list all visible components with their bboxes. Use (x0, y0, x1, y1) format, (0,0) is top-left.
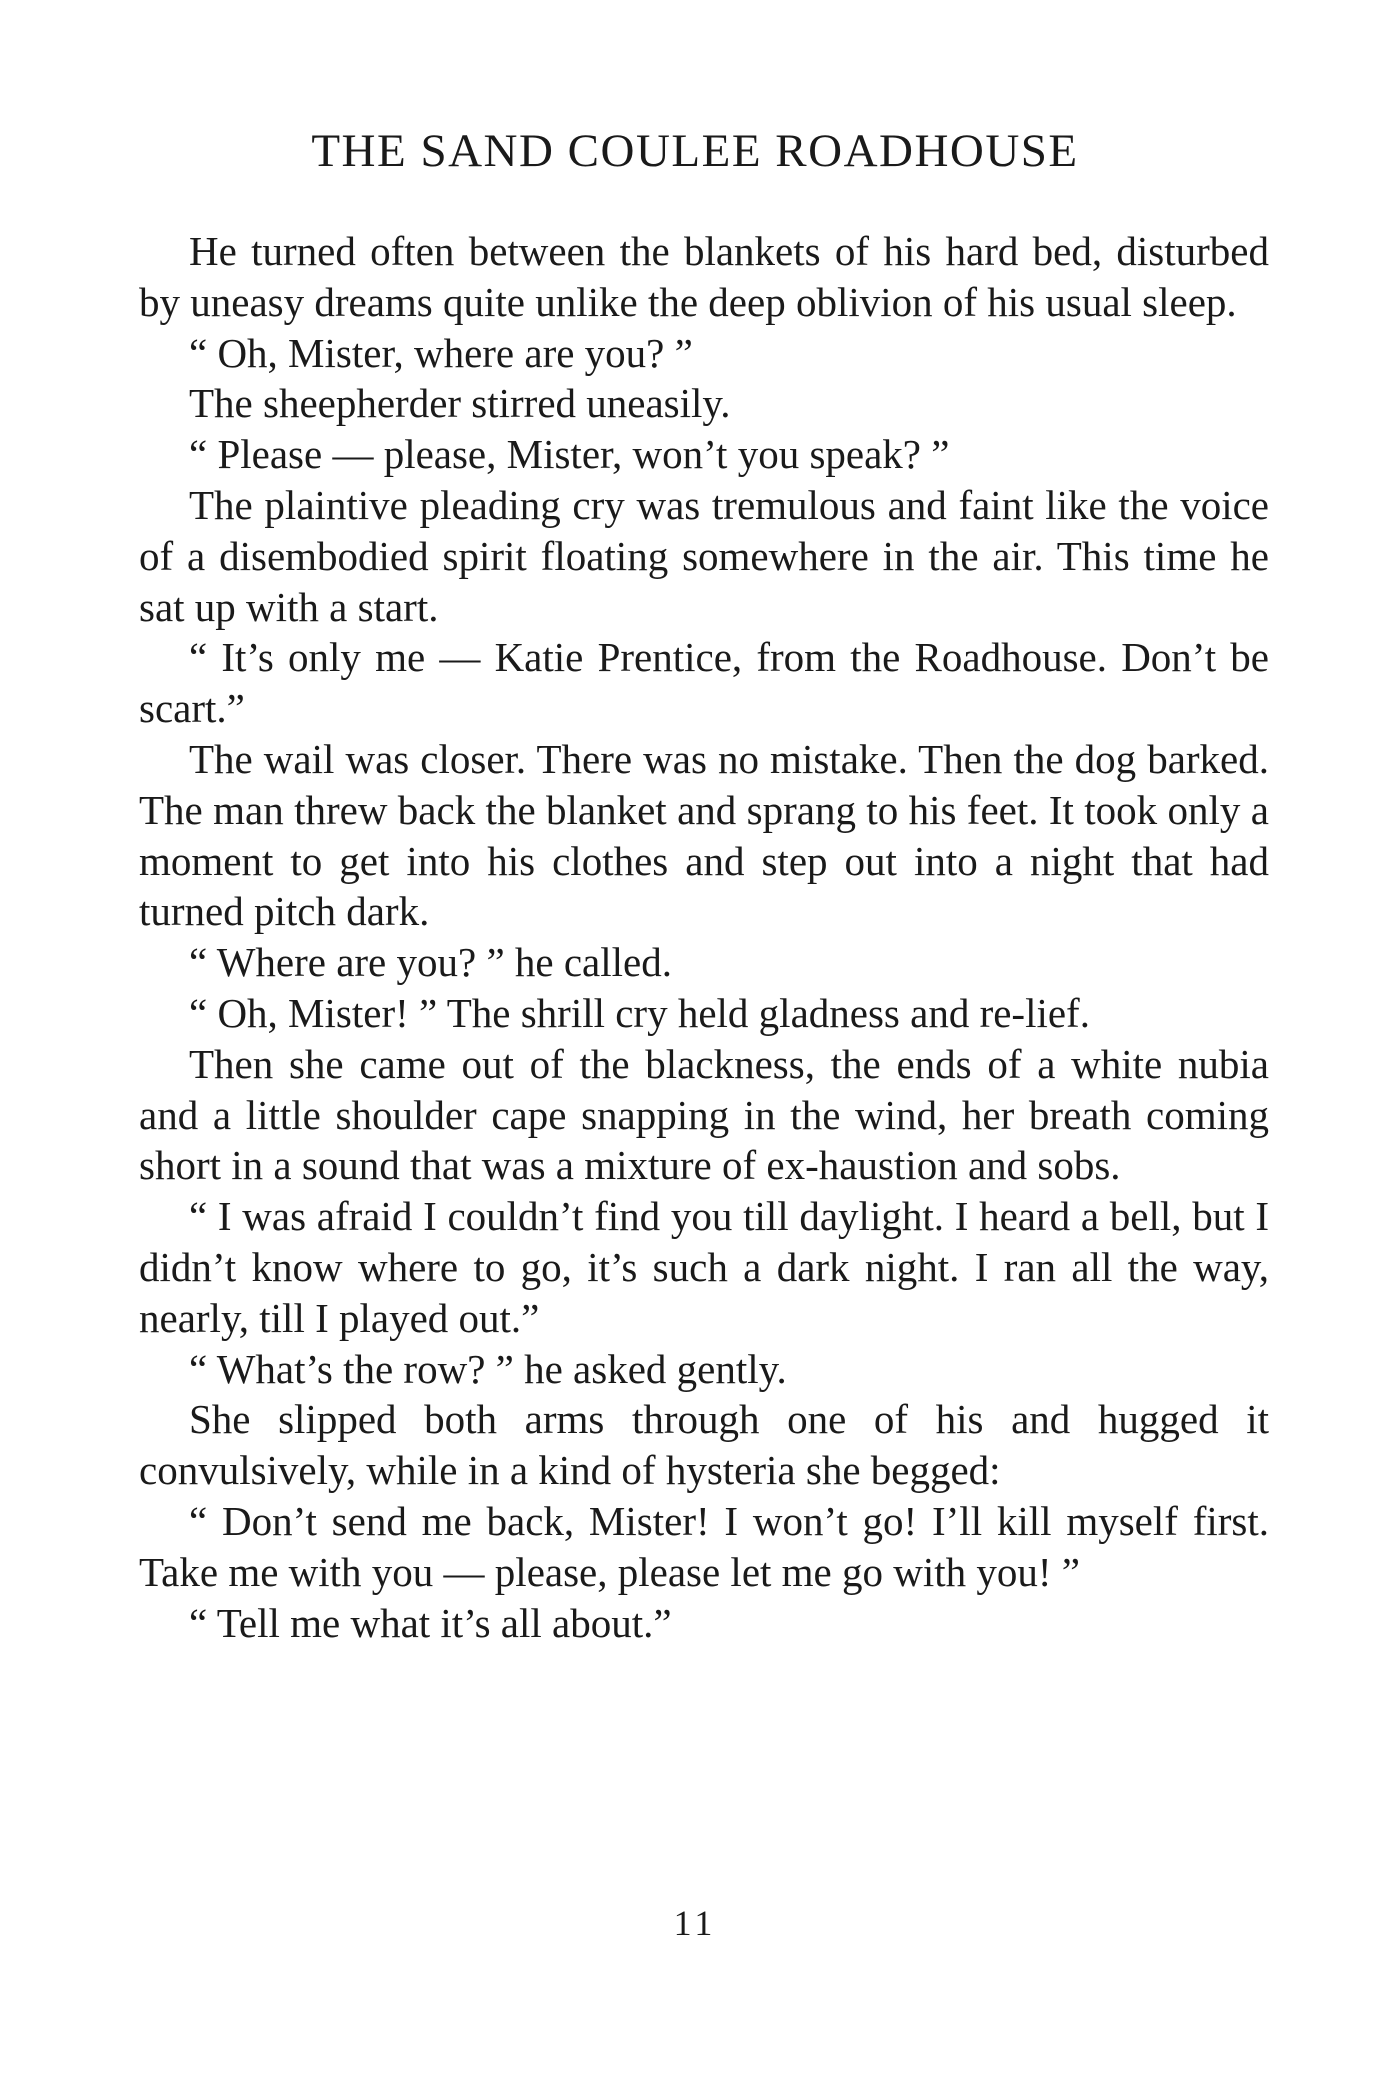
paragraph: “ Oh, Mister, where are you? ” (189, 329, 693, 376)
paragraph: “ Please — please, Mister, won’t you speak? ” (189, 431, 950, 478)
paragraph: She slipped both arms through one of his and hugged it convulsively, while in a kind of hysteria she begged: (139, 1396, 1269, 1494)
paragraph: “ Don’t send me back, Mister! I won’t go! I’ll kill myself first. Take me with you — please, please let me go with you! ” (139, 1497, 1269, 1595)
paragraph: “ Tell me what it’s all about.” (189, 1599, 672, 1646)
page-number: 11 (673, 1903, 717, 1943)
paragraph: “ I was afraid I couldn’t find you till daylight. I heard a bell, but I didn’t know where to go, it’s such a dark night. I ran all the way, nearly, till I played out.” (139, 1193, 1269, 1341)
paragraph: “ It’s only me — Katie Prentice, from the Roadhouse. Don’t be scart.” (139, 634, 1269, 732)
paragraph: Then she came out of the blackness, the ends of a white nubia and a little shoulder cape snapping in the wind, her breath coming short in a sound that was a mixture of ex-haustion and sobs. (139, 1040, 1269, 1189)
paragraph: The plaintive pleading cry was tremulous and faint like the voice of a disembodied spirit floating somewhere in the air. This time he sat up with a start. (139, 481, 1269, 630)
paragraph: The wail was closer. There was no mistake. Then the dog barked. The man threw back the blanket and sprang to his feet. It took only a moment to get into his clothes and step out into a night that had turned pitch dark. (139, 735, 1269, 935)
body-text (139, 226, 1269, 1648)
paragraph: “ Oh, Mister! ” The shrill cry held gladness and re-lief. (189, 989, 1090, 1036)
paragraph: He turned often between the blankets of his hard bed, disturbed by uneasy dreams quite unlike the deep oblivion of his usual sleep. (139, 228, 1269, 325)
paragraph: The sheepherder stirred uneasily. (189, 380, 731, 427)
paragraph: “ What’s the row? ” he asked gently. (189, 1345, 787, 1392)
running-head: THE SAND COULEE ROADHOUSE (311, 125, 1079, 177)
paragraph: “ Where are you? ” he called. (189, 939, 672, 986)
